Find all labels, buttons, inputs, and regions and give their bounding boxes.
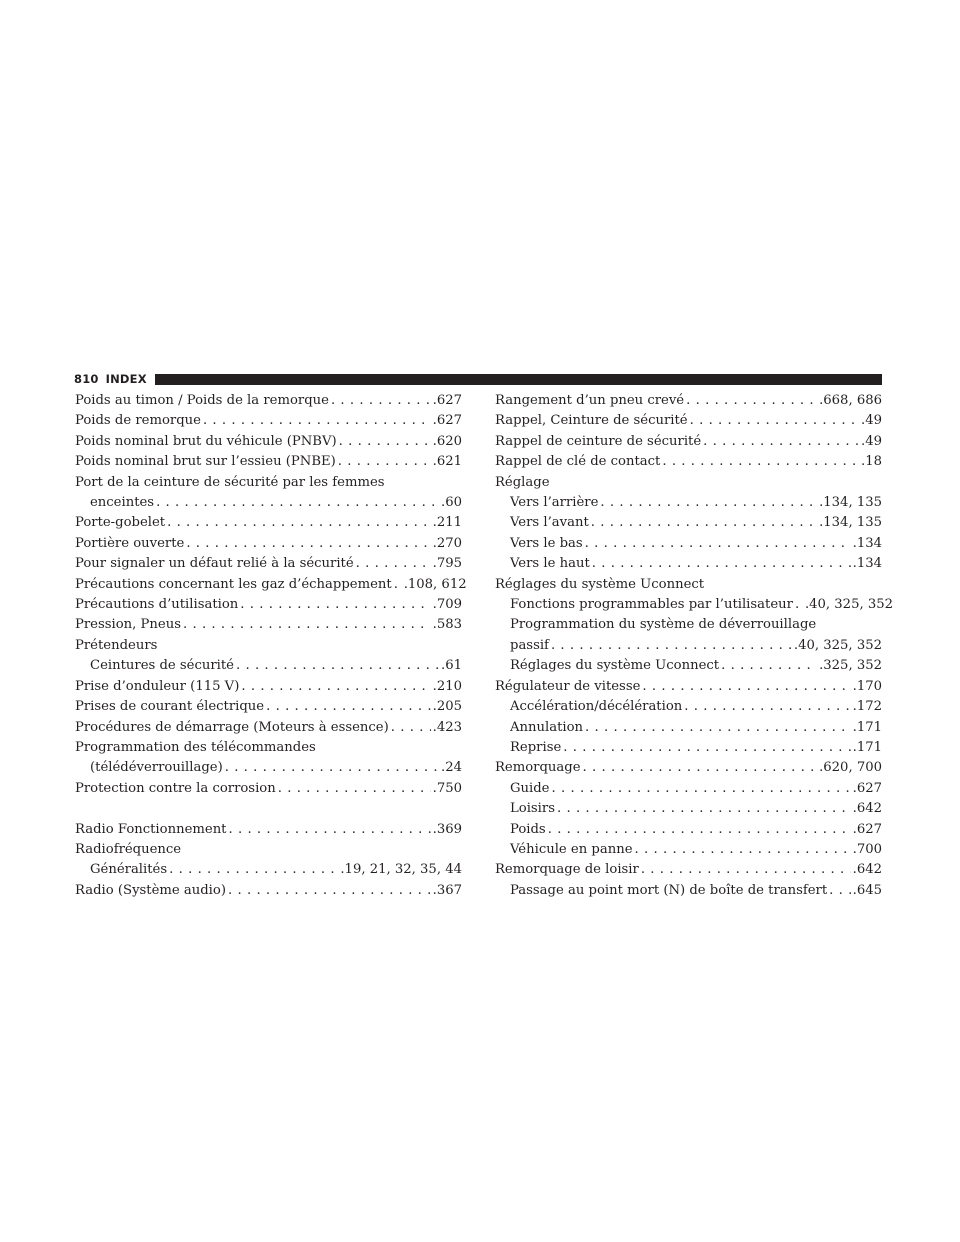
entry-text: Annulation	[510, 719, 584, 735]
entry-text: Fonctions programmables par l’utilisateur	[510, 597, 793, 613]
page-refs: .627	[432, 393, 462, 408]
index-line	[75, 575, 467, 595]
index-line	[495, 779, 882, 799]
index-line	[495, 840, 882, 860]
index-entry	[495, 391, 882, 411]
index-entry	[495, 411, 882, 431]
dot-leader	[391, 718, 431, 738]
index-entry	[495, 452, 882, 472]
page-refs: .205	[432, 699, 462, 715]
index-line	[495, 881, 882, 901]
dot-leader	[186, 534, 430, 554]
entry-text: Poids nominal brut du véhicule (PNBV)	[75, 433, 337, 449]
page-refs: .369	[432, 821, 462, 837]
index-entry	[75, 534, 462, 554]
entry-text: Rappel de ceinture de sécurité	[495, 433, 702, 449]
index-entry	[495, 677, 882, 759]
index-line	[495, 860, 882, 880]
index-entry	[75, 677, 462, 697]
entry-text: Précautions d’utilisation	[75, 597, 239, 613]
page-refs: .642	[852, 862, 882, 878]
entry-text: Protection contre la corrosion	[75, 780, 276, 796]
index-line	[495, 820, 882, 840]
entry-text: Généralités	[90, 862, 168, 878]
dot-leader	[228, 881, 431, 901]
index-line	[75, 860, 462, 880]
dot-leader	[686, 391, 817, 411]
entry-text: Poids	[510, 821, 546, 837]
entry-text: Vers l’avant	[510, 515, 589, 531]
entry-text: Réglage	[495, 474, 550, 490]
page-number: 810	[74, 372, 99, 386]
page-refs: .709	[432, 597, 462, 613]
entry-text: Pression, Pneus	[75, 617, 181, 633]
page-refs: .270	[432, 535, 462, 551]
index-entry	[495, 758, 882, 860]
dot-leader	[563, 738, 850, 758]
index-column-left	[75, 391, 467, 901]
entry-text: Réglages du système Uconnect	[510, 658, 720, 674]
entry-text: Guide	[510, 780, 550, 796]
index-line	[495, 534, 882, 554]
page-refs: .795	[432, 556, 462, 572]
dot-leader	[183, 615, 431, 635]
dot-leader	[592, 554, 851, 574]
dot-leader	[583, 758, 818, 778]
page-refs: .645	[852, 882, 882, 898]
page-refs: .49	[861, 413, 882, 429]
dot-leader	[684, 697, 850, 717]
entry-text: Passage au point mort (N) de boîte de transfert	[510, 882, 828, 898]
entry-text: Poids au timon / Poids de la remorque	[75, 393, 329, 408]
index-line	[495, 493, 882, 513]
dot-leader	[240, 595, 430, 615]
entry-text: Régulateur de vitesse	[495, 678, 641, 694]
entry-text: Loisirs	[510, 801, 555, 817]
page-refs: .627	[852, 821, 882, 837]
dot-leader	[356, 554, 431, 574]
entry-text: Programmation du système de déverrouillage	[510, 617, 817, 633]
index-entry	[75, 473, 462, 514]
page-refs: .18	[861, 454, 882, 470]
index-line	[495, 758, 882, 778]
index-column-right	[495, 391, 894, 901]
letter-gap	[75, 799, 462, 819]
page-refs: .61	[441, 658, 462, 674]
entry-text: Vers le haut	[510, 556, 590, 572]
entry-text-continued: enceintes	[90, 495, 155, 511]
page-refs: .211	[432, 515, 462, 531]
page-refs: .172	[852, 699, 882, 715]
page-refs: .170	[852, 678, 882, 694]
page-refs: .668, 686	[819, 393, 882, 408]
index-line	[495, 554, 882, 574]
page-refs: .134	[852, 556, 882, 572]
index-line	[75, 636, 462, 656]
page-refs: .621	[432, 454, 462, 470]
page-refs: .210	[432, 678, 462, 694]
entry-text: Poids nominal brut sur l’essieu (PNBE)	[75, 454, 336, 470]
dot-leader	[331, 391, 431, 411]
index-entry	[495, 432, 882, 452]
index-line	[495, 697, 882, 717]
dot-leader	[829, 881, 850, 901]
index-entry	[75, 391, 462, 411]
page-refs: .627	[852, 780, 882, 796]
dot-leader	[635, 840, 851, 860]
page-refs: .171	[852, 719, 882, 735]
dot-leader	[585, 534, 851, 554]
page-refs: .134, 135	[819, 515, 882, 531]
dot-leader	[278, 779, 431, 799]
entry-text: Prise d’onduleur (115 V)	[75, 678, 240, 694]
index-line	[495, 432, 882, 452]
entry-text: Précautions concernant les gaz d’échappement	[75, 576, 392, 592]
index-line	[75, 881, 462, 901]
index-entry	[75, 718, 462, 738]
index-line	[75, 391, 462, 411]
index-line	[75, 432, 462, 452]
index-entry	[495, 860, 882, 901]
entry-text: Radio (Système audio)	[75, 882, 226, 898]
entry-text: Porte-gobelet	[75, 515, 166, 531]
index-entry	[75, 636, 462, 677]
dot-leader	[662, 452, 859, 472]
entry-text-continued: (télédéverrouillage)	[90, 760, 223, 776]
index-line	[495, 391, 882, 411]
index-entry	[75, 432, 462, 452]
dot-leader	[167, 513, 431, 533]
entry-text: Pour signaler un défaut relié à la sécurité	[75, 556, 354, 572]
page-refs: .40, 325, 352	[793, 637, 882, 653]
index-line	[75, 615, 462, 635]
index-entry	[75, 411, 462, 431]
entry-text: Rappel de clé de contact	[495, 454, 661, 470]
dot-leader	[690, 411, 859, 431]
index-line	[75, 779, 462, 799]
index-line	[75, 595, 462, 615]
dot-leader	[339, 432, 431, 452]
entry-text: Ceintures de sécurité	[90, 658, 234, 674]
index-entry	[75, 452, 462, 472]
index-line	[75, 513, 462, 533]
dot-leader	[551, 636, 792, 656]
dot-leader	[557, 799, 851, 819]
index-entry	[75, 820, 462, 840]
entry-text: Vers le bas	[510, 535, 583, 551]
page-refs: .627	[432, 413, 462, 429]
page-refs: .60	[441, 495, 462, 511]
page-refs: .325, 352	[819, 658, 882, 674]
dot-leader	[225, 758, 439, 778]
dot-leader	[169, 860, 338, 880]
page-refs: .134, 135	[819, 495, 882, 511]
index-entry	[75, 840, 462, 881]
dot-leader	[552, 779, 851, 799]
index-line-continued	[495, 636, 882, 656]
entry-text: Reprise	[510, 739, 562, 755]
index-entry	[75, 554, 462, 574]
dot-leader	[591, 513, 817, 533]
index-entry	[75, 615, 462, 635]
entry-text: Port de la ceinture de sécurité par les femmes	[75, 474, 385, 490]
dot-leader	[266, 697, 431, 717]
index-line	[495, 575, 882, 595]
entry-text: Radiofréquence	[75, 841, 182, 857]
index-line	[495, 473, 882, 493]
page-refs: .171	[852, 739, 882, 755]
index-line	[75, 554, 462, 574]
index-line	[75, 656, 462, 676]
page-refs: .19, 21, 32, 35, 44	[340, 862, 462, 878]
dot-leader	[548, 820, 851, 840]
dot-leader	[585, 718, 851, 738]
entry-text: Véhicule en panne	[510, 841, 633, 857]
index-line	[75, 697, 462, 717]
entry-text: Radio Fonctionnement	[75, 821, 227, 837]
dot-leader	[600, 493, 817, 513]
page-refs: .367	[432, 882, 462, 898]
entry-text: Poids de remorque	[75, 413, 201, 429]
index-entry	[75, 513, 462, 533]
entry-text: Procédures de démarrage (Moteurs à essence)	[75, 719, 389, 735]
dot-leader	[203, 411, 431, 431]
index-line	[75, 738, 462, 758]
index-line-continued	[75, 493, 462, 513]
dot-leader	[338, 452, 431, 472]
dot-leader	[642, 677, 850, 697]
index-entry	[75, 697, 462, 717]
dot-leader	[703, 432, 859, 452]
entry-text: Remorquage	[495, 760, 581, 776]
index-entry	[75, 779, 462, 799]
entry-text: Remorquage de loisir	[495, 862, 639, 878]
index-line	[495, 738, 882, 758]
index-line	[75, 473, 462, 493]
entry-text: Prises de courant électrique	[75, 699, 265, 715]
entry-text: Portière ouverte	[75, 535, 185, 551]
page-refs: .620, 700	[819, 760, 882, 776]
index-entry	[75, 738, 462, 779]
index-line	[75, 718, 462, 738]
index-line	[495, 452, 882, 472]
page-refs: .423	[432, 719, 462, 735]
dot-leader	[394, 575, 402, 595]
index-line	[75, 452, 462, 472]
dot-leader	[228, 820, 430, 840]
index-entry	[75, 575, 467, 595]
page-refs: .40, 325, 352	[804, 597, 894, 613]
index-entry	[495, 575, 894, 677]
entry-text: Réglages du système Uconnect	[495, 576, 705, 592]
entry-text: Programmation des télécommandes	[75, 739, 316, 755]
entry-text: Rappel, Ceinture de sécurité	[495, 413, 688, 429]
index-line	[495, 615, 882, 635]
index-entry	[495, 473, 882, 575]
index-entry	[75, 595, 462, 615]
dot-leader	[641, 860, 851, 880]
page-header	[74, 372, 882, 386]
dot-leader	[156, 493, 439, 513]
page-refs: .642	[852, 801, 882, 817]
dot-leader	[721, 656, 817, 676]
index-line	[495, 799, 882, 819]
index-line	[495, 411, 882, 431]
index-line	[495, 513, 882, 533]
page-refs: .583	[432, 617, 462, 633]
index-entry	[75, 881, 462, 901]
dot-leader	[241, 677, 430, 697]
dot-leader	[236, 656, 439, 676]
page-refs: .49	[861, 433, 882, 449]
index-line	[75, 820, 462, 840]
entry-text: Accélération/décélération	[510, 699, 683, 715]
index-line-continued	[75, 758, 462, 778]
entry-text-continued: passif	[510, 637, 549, 653]
entry-text: Prétendeurs	[75, 637, 158, 653]
index-line	[495, 677, 882, 697]
index-line	[75, 534, 462, 554]
index-line	[495, 656, 882, 676]
page-refs: .134	[852, 535, 882, 551]
page-refs: .750	[432, 780, 462, 796]
header-rule	[155, 374, 882, 385]
index-line	[75, 677, 462, 697]
dot-leader	[795, 595, 803, 615]
section-title: INDEX	[105, 372, 147, 386]
page-refs: .620	[432, 433, 462, 449]
index-line	[75, 411, 462, 431]
page-refs: .24	[441, 760, 462, 776]
page-refs: .108, 612	[403, 576, 467, 592]
page-refs: .700	[852, 841, 882, 857]
index-line	[495, 718, 882, 738]
entry-text: Vers l’arrière	[510, 495, 599, 511]
index-line	[495, 595, 894, 615]
entry-text: Rangement d’un pneu crevé	[495, 393, 685, 408]
index-line	[75, 840, 462, 860]
